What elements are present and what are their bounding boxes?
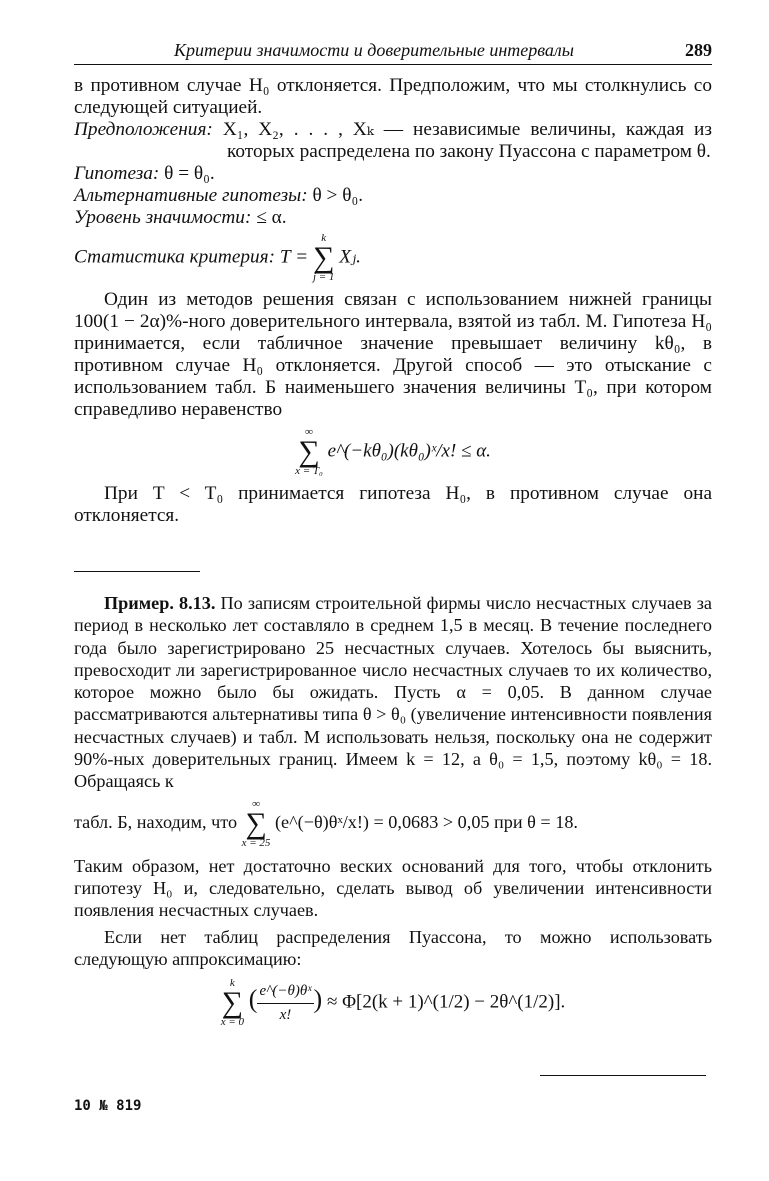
fraction-denominator: x! [279,1006,292,1023]
stat-term: Xⱼ. [339,246,361,268]
fraction-numerator: e^(−θ)θˣ [257,980,313,1003]
formula-term: e^(−kθ₀)(kθ₀)ˣ/x! ≤ α. [327,440,491,462]
right-paren: ) [313,984,323,1014]
paragraph: Один из методов решения связан с использованием нижней границы 100(1 − 2α)%-ного доверительного интервала, взятой из табл. М. Гипотеза H₀ принимается, если табличное значение превышает величину kθ₀, в противном случае H₀ отклоняется. Другой способ — это отыскание с использованием табл. Б наименьшего значения величины T₀, при котором справедливо неравенство [74,289,712,420]
significance-level [74,207,712,229]
example-label: Пример. 8.13. [104,593,216,613]
signature-mark: 10 № 819 [74,1098,142,1114]
sum-symbol: ∞ ∑ x = T₀ [295,426,323,477]
paragraph: в противном случае H₀ отклоняется. Предположим, что мы столкнулись со следующей ситуацией. [74,75,712,118]
example-paragraph: Таким образом, нет достаточно веских оснований для того, чтобы отклонить гипотезу H₀ и, следовательно, сделать вывод об увеличении интенсивности появления несчастных случаев. [74,855,712,921]
assumptions [74,119,712,163]
example-text: По записям строительной фирмы число несчастных случаев за период в несколько лет составляло в среднем 1,5 в месяц. В течение последнего года было зарегистрировано 25 несчастных случаев. Хотелось бы выяснить, превосходит ли зарегистрированное число несчастных случаев то их количество, которое можно было бы ожидать. Пусть α = 0,05. В данном случае рассматриваются альтернативы типа θ > θ₀ (увеличение интенсивности появления несчастных случаев) и табл. М использовать нельзя, поскольку она не содержит 90%-ных доверительных границ. Имеем k = 12, а θ₀ = 1,5, поэтому kθ₀ = 18. Обращаясь к [74,593,713,792]
sum-lower-limit: j = 1 [312,271,335,283]
formula-inequality [74,427,712,477]
example-paragraph [74,592,712,793]
sum-lower-limit: x = 0 [220,1016,245,1029]
formula-prefix: табл. Б, находим, что [74,811,238,832]
level-label: Уровень значимости: [74,207,252,228]
paragraph: При T < T₀ принимается гипотеза H₀, в противном случае она отклоняется. [74,483,712,526]
running-header [74,40,712,65]
section-divider [74,571,200,572]
closing-rule [540,1075,706,1076]
test-statistic [74,233,712,283]
alternatives-text: θ > θ₀. [312,185,364,206]
formula-rhs: ≈ Φ[2(k + 1)^(1/2) − 2θ^(1/2)]. [326,991,566,1013]
fraction [257,980,313,1026]
alternatives-label: Альтернативные гипотезы: [74,185,308,206]
page-number: 289 [685,40,712,60]
sum-symbol: k ∑ x = 0 [220,977,245,1029]
assumptions-text: X₁, X₂, . . . , Xₖ — независимые величины, каждая из которых распределена по закону Пуассона с параметром θ. [222,119,712,162]
sum-symbol: ∞ ∑ x = 25 [241,797,271,849]
sum-upper-limit: k [321,232,327,244]
page [74,40,712,1034]
example-formula-line [74,799,712,849]
sum-upper-limit: ∞ [305,426,313,438]
sum-lower-limit: x = 25 [241,836,271,849]
header-title: Критерии значимости и доверительные интервалы [174,40,574,60]
example-paragraph: Если нет таблиц распределения Пуассона, то можно использовать следующую аппроксимацию: [74,926,712,969]
main-text [74,75,712,527]
alternatives [74,185,712,207]
formula-term: (e^(−θ)θˣ/x!) = 0,0683 > 0,05 при θ = 18. [274,811,578,832]
example-block [74,592,712,1028]
hypothesis [74,163,712,185]
stat-lhs: T = [279,246,309,268]
level-text: ≤ α. [256,207,287,228]
sum-lower-limit: x = T₀ [295,465,323,477]
sum-symbol: k ∑ j = 1 [312,232,335,283]
assumptions-label: Предположения: [74,119,213,140]
sum-upper-limit: ∞ [252,797,260,810]
sum-upper-limit: k [229,977,235,990]
left-paren: ( [248,984,258,1014]
hypothesis-label: Гипотеза: [74,163,160,184]
stat-label: Статистика критерия: [74,246,276,268]
hypothesis-text: θ = θ₀. [164,163,215,184]
formula-approximation [74,978,712,1028]
